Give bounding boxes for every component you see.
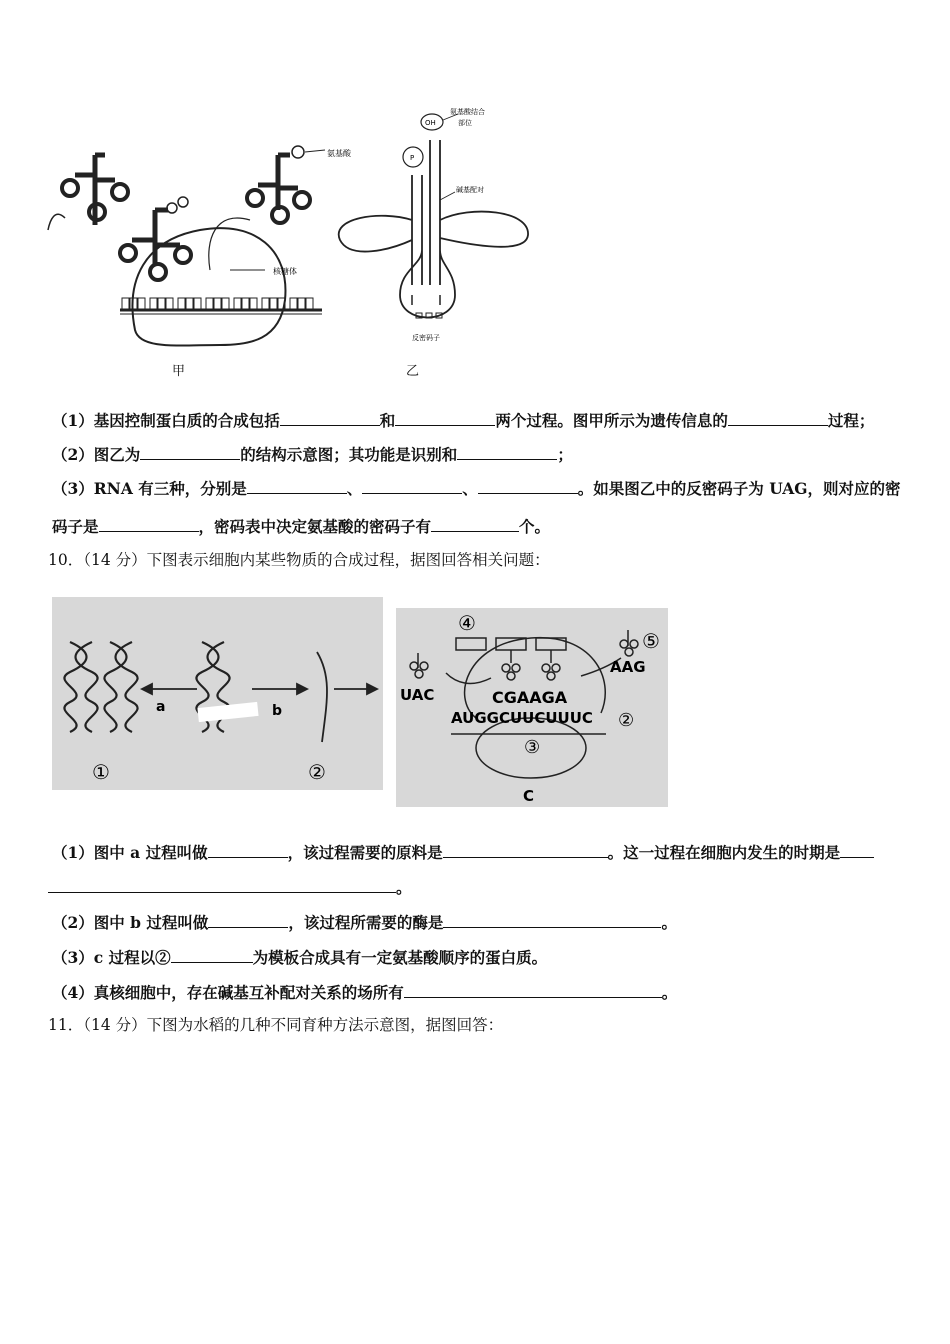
q9-blank-10[interactable]: [431, 515, 519, 532]
figure-translation-c: [396, 608, 668, 807]
q9-blank-2[interactable]: [395, 409, 495, 426]
cgaaga-label: CGAAGA: [492, 688, 568, 707]
q10-blank-3b[interactable]: [48, 876, 396, 893]
circle-5: ⑤: [642, 629, 660, 653]
ribosome-label: 核糖体: [273, 267, 297, 276]
q9-blank-6[interactable]: [247, 477, 347, 494]
q10-header: 10．（14 分）下图表示细胞内某些物质的合成过程，据图回答相关问题：: [48, 551, 550, 569]
q11-header: 11．（14 分）下图为水稻的几种不同育种方法示意图，据图回答：: [48, 1016, 504, 1034]
trna-structure: [339, 140, 528, 318]
q10-line-4: （3）c 过程以② 为模板合成具有一定氨基酸顺序的蛋白质。: [52, 948, 548, 967]
q10-blank-4[interactable]: [208, 911, 288, 928]
uac-label: UAC: [400, 686, 435, 704]
q9-line-4: 码子是 ，密码表中决定氨基酸的密码子有 个。: [52, 517, 551, 536]
q10-blank-2[interactable]: [443, 841, 608, 858]
q10-blank-1[interactable]: [208, 841, 288, 858]
figure-translation-trna: [40, 100, 560, 380]
q10-blank-7[interactable]: [404, 981, 662, 998]
label-a: a: [156, 699, 166, 715]
q10-line-1: （1）图中 a 过程叫做 ，该过程需要的原料是 。这一过程在细胞内发生的时期是: [52, 841, 874, 864]
q10-line-2: 。: [48, 876, 412, 899]
q9-blank-5[interactable]: [457, 443, 557, 460]
aa-binding-site-label: 氨基酸结合: [450, 108, 485, 116]
aag-label: AAG: [610, 658, 646, 676]
q9-blank-7[interactable]: [362, 477, 462, 494]
q9-line-1: （1）基因控制蛋白质的合成包括 和 两个过程。图甲所示为遗传信息的 过程；: [52, 411, 875, 430]
oh-label: OH: [425, 119, 436, 127]
q10-line-5: （4）真核细胞中，存在碱基互补配对关系的场所有 。: [52, 983, 678, 1002]
q10-blank-3a[interactable]: [840, 841, 874, 858]
amino-acid-label: 氨基酸: [327, 149, 351, 158]
figure-dna-replication: [52, 597, 383, 790]
base-pairing-label: 碱基配对: [456, 186, 484, 194]
q9-line-3: （3）RNA 有三种，分别是 、 、 。如果图乙中的反密码子为 UAG，则对应的密: [52, 479, 901, 498]
circle-2: ②: [308, 760, 326, 784]
q10-blank-6[interactable]: [171, 946, 253, 963]
mrna-sequence: AUGGCUUCUUUC: [451, 709, 593, 727]
q9-blank-1[interactable]: [280, 409, 380, 426]
q9-line-2: （2）图乙为 的结构示意图；其功能是识别和 ；: [52, 445, 573, 464]
circle-2-c: ②: [618, 710, 635, 731]
circle-4: ④: [458, 611, 476, 635]
anticodon-label: 反密码子: [412, 334, 440, 342]
q9-blank-3[interactable]: [728, 409, 828, 426]
p-label: P: [410, 154, 415, 162]
aa-binding-site-label-2: 部位: [458, 119, 472, 127]
figure-jia-label: 甲: [172, 364, 186, 379]
figure-yi-label: 乙: [406, 364, 420, 379]
circle-1: ①: [92, 760, 110, 784]
label-b: b: [272, 703, 283, 719]
circle-3: ③: [524, 737, 541, 758]
q10-blank-5[interactable]: [443, 911, 661, 928]
q9-blank-4[interactable]: [140, 443, 240, 460]
q10-line-3: （2）图中 b 过程叫做 ，该过程所需要的酶是 。: [52, 913, 677, 932]
q9-blank-9[interactable]: [99, 515, 199, 532]
q9-blank-8[interactable]: [478, 477, 578, 494]
c-label: C: [523, 787, 535, 805]
